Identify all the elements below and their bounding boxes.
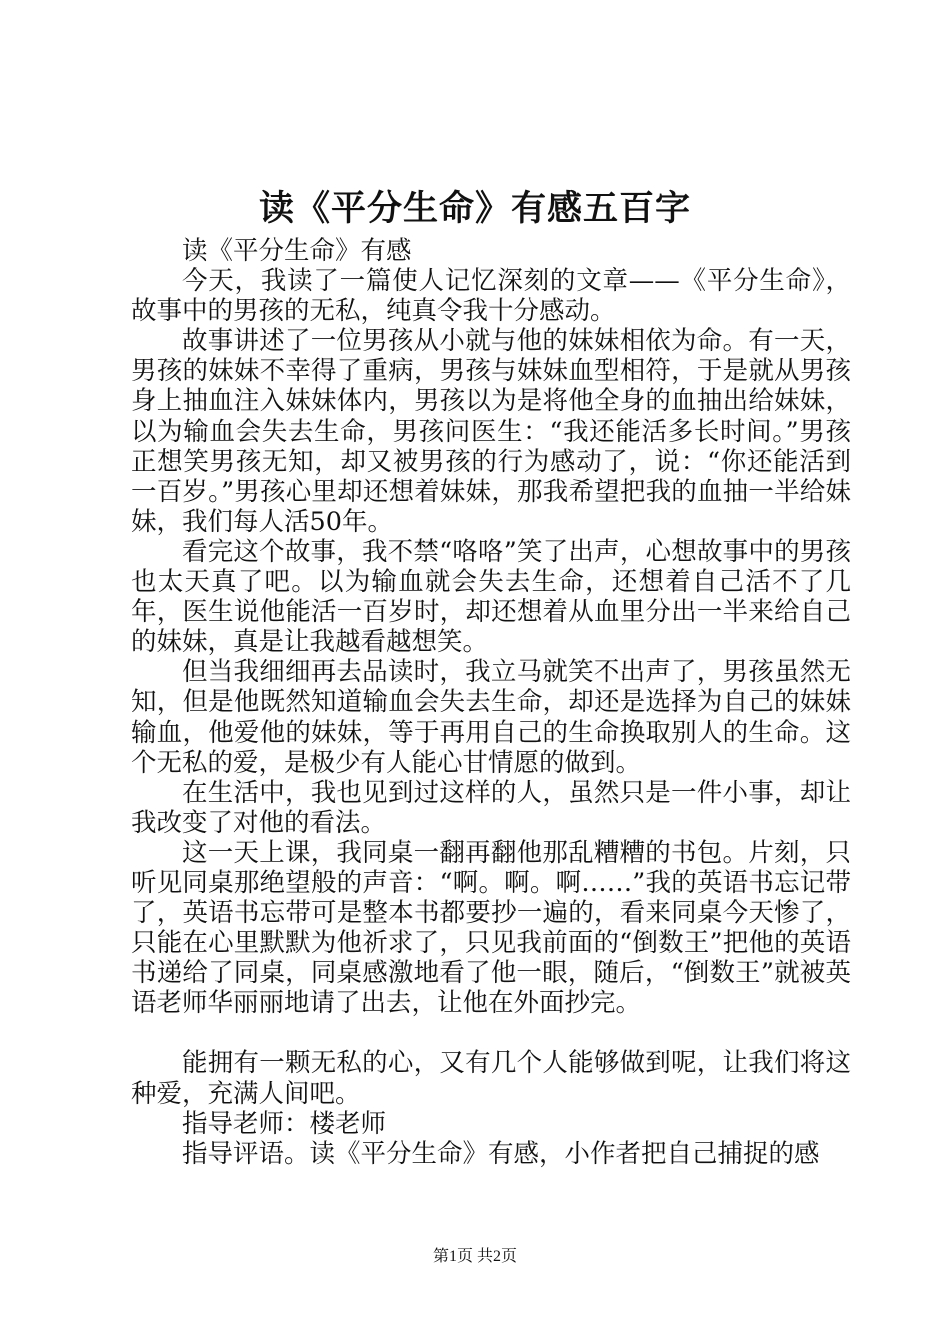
- document-body: [131, 236, 851, 1169]
- paragraph-subtitle: 读《平分生命》有感: [182, 236, 412, 266]
- comment-line: 指导评语。读《平分生命》有感，小作者把自己捕捉的感: [182, 1138, 820, 1169]
- paragraph: 在生活中，我也见到过这样的人，虽然只是一件小事，却让我改变了对他的看法。: [131, 777, 851, 838]
- teacher-line: 指导老师：楼老师: [182, 1108, 387, 1139]
- paragraph: 看完这个故事，我不禁“咯咯”笑了出声，心想故事中的男孩也太天真了吧。以为输血就会失去生命，还想着自己活不了几年，医生说他能活一百岁时，却还想着从血里分出一半来给自己的妹妹，真是让我越看越想笑。: [131, 536, 851, 658]
- paragraph: 今天，我读了一篇使人记忆深刻的文章——《平分生命》，故事中的男孩的无私，纯真令我十分感动。: [131, 266, 851, 327]
- paragraph: 这一天上课，我同桌一翻再翻他那乱糟糟的书包。片刻，只听见同桌那绝望般的声音：“啊。啊。啊……”我的英语书忘记带了，英语书忘带可是整本书都要抄一遍的，看来同桌今天惨了，只能在心里默默为他祈求了，只见我前面的“倒数王”把他的英语书递给了同桌，同桌感激地看了他一眼，随后，“倒数王”就被英语老师华丽丽地请了出去，让他在外面抄完。: [131, 837, 851, 1019]
- document-title: 读《平分生命》有感五百字: [258, 189, 691, 229]
- paragraph: 故事讲述了一位男孩从小就与他的妹妹相依为命。有一天，男孩的妹妹不幸得了重病，男孩与妹妹血型相符，于是就从男孩身上抽血注入妹妹体内，男孩以为是将他全身的血抽出给妹妹，以为输血会失去生命，男孩问医生：“我还能活多长时间。”男孩正想笑男孩无知，却又被男孩的行为感动了，说：“你还能活到一百岁。”男孩心里却还想着妹妹，那我希望把我的血抽一半给妹妹，我们每人活50年。: [131, 326, 851, 537]
- paragraph: 能拥有一颗无私的心，又有几个人能够做到呢，让我们将这种爱，充满人间吧。: [131, 1048, 851, 1109]
- page-footer: 第1页 共2页: [432, 1248, 517, 1265]
- paragraph: 但当我细细再去品读时，我立马就笑不出声了，男孩虽然无知，但是他既然知道输血会失去生命，却还是选择为自己的妹妹输血，他爱他的妹妹，等于再用自己的生命换取别人的生命。这个无私的爱，是极少有人能心甘情愿的做到。: [131, 657, 851, 778]
